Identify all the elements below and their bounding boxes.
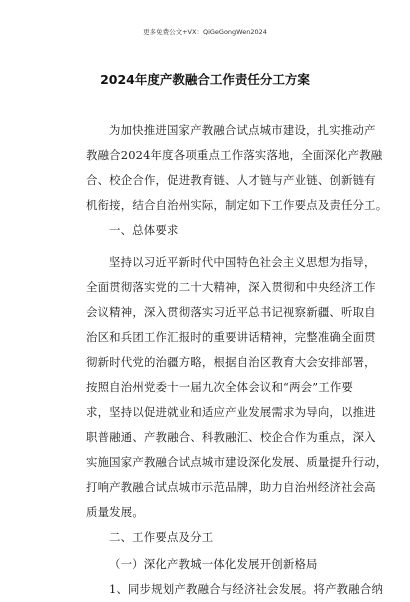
paragraph-line: 打响产教融合试点城市示范品牌，助力自治州经济社会高	[86, 480, 376, 494]
paragraph-line: 求，坚持以促进就业和适应产业发展需求为导向，以推进	[86, 405, 376, 419]
paragraph-line: 按照自治州党委十一届九次全体会议和“两会”工作要	[86, 380, 354, 394]
subsection-heading: （一）深化产教城一体化发展开创新格局	[109, 557, 318, 571]
section-heading: 二、工作要点及分工	[109, 530, 214, 544]
paragraph-line: 治区和兵团工作汇报时的重要讲话精神，完整准确全面贯	[86, 330, 376, 344]
paragraph-line: 教融合2024年度各项重点工作落实落地，全面深化产教融	[86, 148, 383, 162]
paragraph-line: 会议精神，深入贯彻落实习近平总书记视察新疆、听取自	[86, 305, 376, 319]
paragraph-line: 机衔接，结合自治州实际，制定如下工作要点及责任分工。	[86, 198, 388, 212]
paragraph-line: 彻新时代党的治疆方略，根据自治区教育大会安排部署，	[86, 355, 376, 369]
paragraph-line: 合、校企合作，促进教育链、人才链与产业链、创新链有	[86, 173, 376, 187]
paragraph-line: 全面贯彻落实党的二十大精神，深入贯彻和中央经济工作	[86, 280, 376, 294]
paragraph-line: 1、同步规划产教融合与经济社会发展。将产教融合纳	[109, 582, 384, 596]
paragraph-line: 质量发展。	[86, 505, 144, 519]
page-header-note: 更多免费公文+VX：QiGeGongWen2024	[143, 28, 267, 36]
paragraph-line: 为加快推进国家产教融合试点城市建设，扎实推动产	[109, 123, 376, 137]
paragraph-line: 坚持以习近平新时代中国特色社会主义思想为指导，	[109, 255, 376, 269]
section-heading: 一、总体要求	[109, 223, 179, 237]
paragraph-line: 实施国家产教融合试点城市建设深化发展、质量提升行动，	[86, 455, 388, 469]
paragraph-line: 职普融通、产教融合、科教融汇、校企合作为重点，深入	[86, 430, 376, 444]
document-title: 2024年度产教融合工作责任分工方案	[100, 72, 310, 87]
document-body	[86, 118, 388, 602]
